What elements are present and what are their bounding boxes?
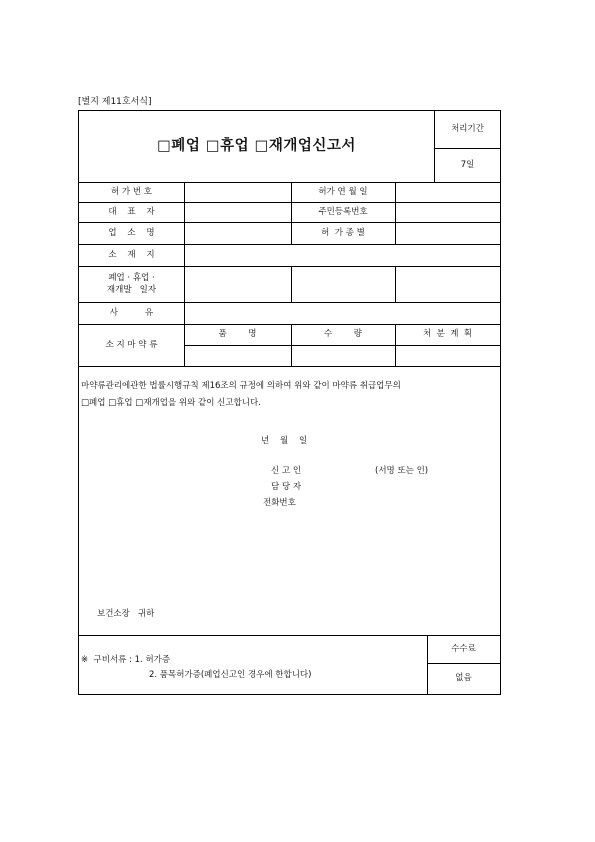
required-documents-item-2: 2. 품목허가증(폐업신고인 경우에 한합니다) <box>149 670 312 680</box>
processing-period-label: 처리기간 <box>451 124 484 135</box>
permit-date-label: 허가 연 월 일 <box>318 186 368 197</box>
phone-label: 전화번호 <box>263 498 296 508</box>
reason-label: 사 유 <box>109 307 154 318</box>
officer-label: 담 당 자 <box>271 482 302 492</box>
divider <box>291 266 292 302</box>
closure-date-label-line2: 재개발 일자 <box>106 285 157 295</box>
representative-label: 대 표 자 <box>108 206 155 217</box>
closure-date-label-line1: 폐업 · 휴업 · <box>108 272 155 283</box>
addressee: 보건소장 귀하 <box>97 609 155 619</box>
permit-type-label: 허 가 종 별 <box>321 227 365 238</box>
signature-seal-label: (서명 또는 인) <box>375 466 429 476</box>
business-name-label: 업 소 명 <box>108 227 155 238</box>
form-frame <box>78 110 501 695</box>
divider <box>184 345 500 346</box>
declaration-text <box>81 378 499 412</box>
permit-number-label: 허 가 번 호 <box>111 186 152 197</box>
divider <box>79 366 500 367</box>
declaration-line-2: □폐업 □휴업 □재개업을 위와 같이 신고합니다. <box>81 398 261 408</box>
fee-value: 없음 <box>455 673 472 684</box>
disposal-plan-header: 처 분 계 획 <box>422 329 473 340</box>
form-title: □폐업 □휴업 □재개업신고서 <box>157 137 356 154</box>
date-line: 년 월 일 <box>261 436 308 446</box>
fee-label: 수수료 <box>451 643 476 654</box>
form-number-label: [별지 제11호서식] <box>78 97 152 107</box>
narcotics-held-label: 소 지 마 약 류 <box>105 339 158 350</box>
processing-period-value: 7일 <box>460 159 475 170</box>
closure-date-label <box>79 266 184 302</box>
declarant-label: 신 고 인 <box>271 466 302 476</box>
divider <box>395 266 396 302</box>
required-documents: ※ 구비서류 : 1. 허가증 <box>81 655 171 665</box>
quantity-header: 수 량 <box>323 329 363 340</box>
resident-number-label: 주민등록번호 <box>318 206 368 217</box>
item-name-header: 품 명 <box>218 329 257 340</box>
location-label: 소 재 지 <box>108 249 155 260</box>
declaration-line-1: 마약류관리에관한 법률시행규칙 제16조의 규정에 의하여 위와 같이 마약류 취급업무의 <box>81 381 401 391</box>
divider <box>395 182 396 244</box>
